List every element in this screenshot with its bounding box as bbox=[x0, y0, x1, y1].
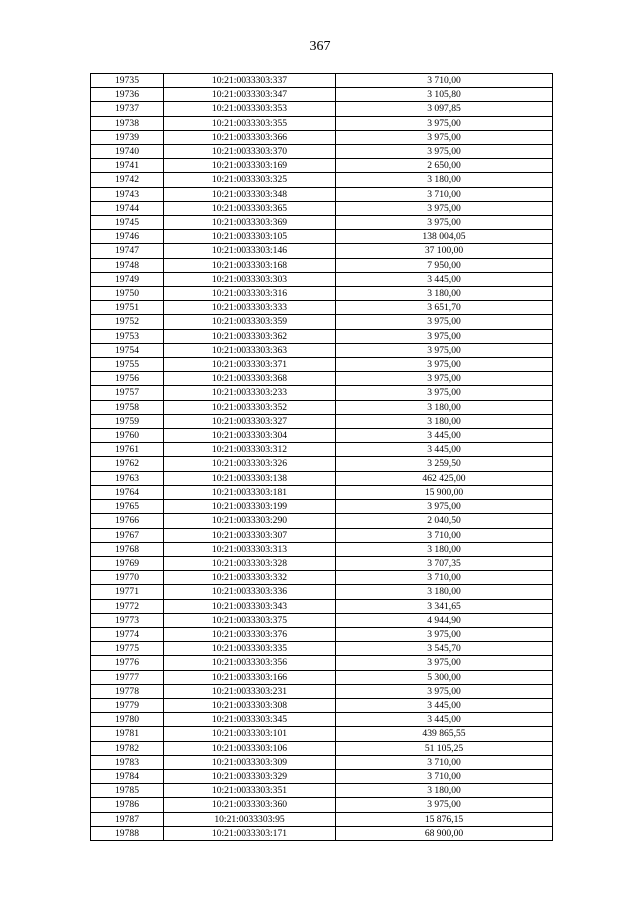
table-row bbox=[91, 272, 553, 286]
value-cell: 3 975,00 bbox=[336, 656, 553, 670]
cadastral-number-cell: 10:21:0033303:335 bbox=[164, 642, 336, 656]
cadastral-number-cell: 10:21:0033303:343 bbox=[164, 599, 336, 613]
value-cell: 3 097,85 bbox=[336, 102, 553, 116]
row-number-cell: 19740 bbox=[91, 145, 164, 159]
cadastral-number-cell: 10:21:0033303:168 bbox=[164, 258, 336, 272]
row-number-cell: 19776 bbox=[91, 656, 164, 670]
row-number-cell: 19736 bbox=[91, 88, 164, 102]
cadastral-number-cell: 10:21:0033303:366 bbox=[164, 130, 336, 144]
cadastral-number-cell: 10:21:0033303:347 bbox=[164, 88, 336, 102]
table-row bbox=[91, 372, 553, 386]
value-cell: 3 445,00 bbox=[336, 272, 553, 286]
row-number-cell: 19774 bbox=[91, 627, 164, 641]
value-cell: 3 445,00 bbox=[336, 429, 553, 443]
row-number-cell: 19772 bbox=[91, 599, 164, 613]
row-number-cell: 19771 bbox=[91, 585, 164, 599]
table-row bbox=[91, 145, 553, 159]
cadastral-number-cell: 10:21:0033303:375 bbox=[164, 613, 336, 627]
table-row bbox=[91, 471, 553, 485]
row-number-cell: 19769 bbox=[91, 556, 164, 570]
table-row bbox=[91, 258, 553, 272]
value-cell: 3 180,00 bbox=[336, 542, 553, 556]
cadastral-number-cell: 10:21:0033303:290 bbox=[164, 514, 336, 528]
value-cell: 3 975,00 bbox=[336, 627, 553, 641]
cadastral-number-cell: 10:21:0033303:101 bbox=[164, 727, 336, 741]
value-cell: 7 950,00 bbox=[336, 258, 553, 272]
row-number-cell: 19750 bbox=[91, 287, 164, 301]
value-cell: 3 975,00 bbox=[336, 329, 553, 343]
row-number-cell: 19768 bbox=[91, 542, 164, 556]
cadastral-number-cell: 10:21:0033303:308 bbox=[164, 698, 336, 712]
row-number-cell: 19756 bbox=[91, 372, 164, 386]
table-row bbox=[91, 414, 553, 428]
value-cell: 3 180,00 bbox=[336, 173, 553, 187]
table-row bbox=[91, 698, 553, 712]
row-number-cell: 19737 bbox=[91, 102, 164, 116]
cadastral-number-cell: 10:21:0033303:369 bbox=[164, 216, 336, 230]
value-cell: 3 975,00 bbox=[336, 798, 553, 812]
row-number-cell: 19760 bbox=[91, 429, 164, 443]
cadastral-number-cell: 10:21:0033303:303 bbox=[164, 272, 336, 286]
value-cell: 4 944,90 bbox=[336, 613, 553, 627]
row-number-cell: 19755 bbox=[91, 358, 164, 372]
cadastral-number-cell: 10:21:0033303:351 bbox=[164, 784, 336, 798]
row-number-cell: 19767 bbox=[91, 528, 164, 542]
cadastral-number-cell: 10:21:0033303:345 bbox=[164, 713, 336, 727]
table-row bbox=[91, 670, 553, 684]
value-cell: 3 651,70 bbox=[336, 301, 553, 315]
cadastral-number-cell: 10:21:0033303:95 bbox=[164, 812, 336, 826]
cadastral-number-cell: 10:21:0033303:353 bbox=[164, 102, 336, 116]
value-cell: 3 710,00 bbox=[336, 187, 553, 201]
value-cell: 2 040,50 bbox=[336, 514, 553, 528]
row-number-cell: 19780 bbox=[91, 713, 164, 727]
value-cell: 3 975,00 bbox=[336, 116, 553, 130]
cadastral-number-cell: 10:21:0033303:370 bbox=[164, 145, 336, 159]
row-number-cell: 19765 bbox=[91, 500, 164, 514]
row-number-cell: 19781 bbox=[91, 727, 164, 741]
row-number-cell: 19744 bbox=[91, 201, 164, 215]
table-row bbox=[91, 798, 553, 812]
value-cell: 5 300,00 bbox=[336, 670, 553, 684]
cadastral-number-cell: 10:21:0033303:371 bbox=[164, 358, 336, 372]
table-row bbox=[91, 599, 553, 613]
value-cell: 3 975,00 bbox=[336, 500, 553, 514]
cadastral-number-cell: 10:21:0033303:363 bbox=[164, 343, 336, 357]
cadastral-number-cell: 10:21:0033303:166 bbox=[164, 670, 336, 684]
value-cell: 3 975,00 bbox=[336, 358, 553, 372]
table-row bbox=[91, 485, 553, 499]
table-row bbox=[91, 585, 553, 599]
cadastral-number-cell: 10:21:0033303:326 bbox=[164, 457, 336, 471]
row-number-cell: 19752 bbox=[91, 315, 164, 329]
table-row bbox=[91, 514, 553, 528]
row-number-cell: 19748 bbox=[91, 258, 164, 272]
table-row bbox=[91, 457, 553, 471]
value-cell: 68 900,00 bbox=[336, 826, 553, 840]
value-cell: 3 710,00 bbox=[336, 571, 553, 585]
page-number: 367 bbox=[309, 39, 331, 54]
table-body bbox=[91, 74, 553, 841]
table-row bbox=[91, 173, 553, 187]
row-number-cell: 19784 bbox=[91, 769, 164, 783]
value-cell: 3 105,80 bbox=[336, 88, 553, 102]
cadastral-number-cell: 10:21:0033303:327 bbox=[164, 414, 336, 428]
value-cell: 3 975,00 bbox=[336, 372, 553, 386]
row-number-cell: 19753 bbox=[91, 329, 164, 343]
table-row bbox=[91, 88, 553, 102]
table-row bbox=[91, 187, 553, 201]
row-number-cell: 19766 bbox=[91, 514, 164, 528]
value-cell: 3 707,35 bbox=[336, 556, 553, 570]
table-row bbox=[91, 656, 553, 670]
table-row bbox=[91, 784, 553, 798]
cadastral-number-cell: 10:21:0033303:312 bbox=[164, 443, 336, 457]
row-number-cell: 19762 bbox=[91, 457, 164, 471]
value-cell: 3 710,00 bbox=[336, 755, 553, 769]
row-number-cell: 19749 bbox=[91, 272, 164, 286]
cadastral-number-cell: 10:21:0033303:333 bbox=[164, 301, 336, 315]
value-cell: 3 975,00 bbox=[336, 315, 553, 329]
table-row bbox=[91, 315, 553, 329]
table-row bbox=[91, 201, 553, 215]
cadastral-number-cell: 10:21:0033303:332 bbox=[164, 571, 336, 585]
value-cell: 3 975,00 bbox=[336, 386, 553, 400]
value-cell: 15 876,15 bbox=[336, 812, 553, 826]
table-row bbox=[91, 727, 553, 741]
table-row bbox=[91, 216, 553, 230]
row-number-cell: 19770 bbox=[91, 571, 164, 585]
table-row bbox=[91, 343, 553, 357]
row-number-cell: 19758 bbox=[91, 400, 164, 414]
value-cell: 3 975,00 bbox=[336, 216, 553, 230]
value-cell: 51 105,25 bbox=[336, 741, 553, 755]
value-cell: 3 975,00 bbox=[336, 130, 553, 144]
value-cell: 3 545,70 bbox=[336, 642, 553, 656]
row-number-cell: 19764 bbox=[91, 485, 164, 499]
cadastral-number-cell: 10:21:0033303:336 bbox=[164, 585, 336, 599]
table-row bbox=[91, 329, 553, 343]
table-row bbox=[91, 130, 553, 144]
cadastral-number-cell: 10:21:0033303:138 bbox=[164, 471, 336, 485]
row-number-cell: 19783 bbox=[91, 755, 164, 769]
table-row bbox=[91, 826, 553, 840]
cadastral-number-cell: 10:21:0033303:106 bbox=[164, 741, 336, 755]
row-number-cell: 19754 bbox=[91, 343, 164, 357]
cadastral-number-cell: 10:21:0033303:329 bbox=[164, 769, 336, 783]
cadastral-number-cell: 10:21:0033303:181 bbox=[164, 485, 336, 499]
table-row bbox=[91, 627, 553, 641]
value-cell: 138 004,05 bbox=[336, 230, 553, 244]
cadastral-number-cell: 10:21:0033303:146 bbox=[164, 244, 336, 258]
row-number-cell: 19759 bbox=[91, 414, 164, 428]
row-number-cell: 19777 bbox=[91, 670, 164, 684]
table-row bbox=[91, 287, 553, 301]
value-cell: 3 710,00 bbox=[336, 769, 553, 783]
cadastral-number-cell: 10:21:0033303:356 bbox=[164, 656, 336, 670]
row-number-cell: 19782 bbox=[91, 741, 164, 755]
table-row bbox=[91, 769, 553, 783]
cadastral-number-cell: 10:21:0033303:304 bbox=[164, 429, 336, 443]
row-number-cell: 19738 bbox=[91, 116, 164, 130]
cadastral-number-cell: 10:21:0033303:360 bbox=[164, 798, 336, 812]
table-row bbox=[91, 74, 553, 88]
table-row bbox=[91, 613, 553, 627]
cadastral-number-cell: 10:21:0033303:199 bbox=[164, 500, 336, 514]
table-row bbox=[91, 443, 553, 457]
value-cell: 439 865,55 bbox=[336, 727, 553, 741]
value-cell: 37 100,00 bbox=[336, 244, 553, 258]
value-cell: 3 975,00 bbox=[336, 145, 553, 159]
table-row bbox=[91, 386, 553, 400]
table-row bbox=[91, 159, 553, 173]
value-cell: 3 975,00 bbox=[336, 343, 553, 357]
row-number-cell: 19787 bbox=[91, 812, 164, 826]
table-row bbox=[91, 812, 553, 826]
row-number-cell: 19735 bbox=[91, 74, 164, 88]
value-cell: 462 425,00 bbox=[336, 471, 553, 485]
cadastral-number-cell: 10:21:0033303:169 bbox=[164, 159, 336, 173]
table-row bbox=[91, 116, 553, 130]
cadastral-number-cell: 10:21:0033303:328 bbox=[164, 556, 336, 570]
value-cell: 3 445,00 bbox=[336, 713, 553, 727]
table-row bbox=[91, 642, 553, 656]
cadastral-number-cell: 10:21:0033303:105 bbox=[164, 230, 336, 244]
row-number-cell: 19763 bbox=[91, 471, 164, 485]
table-row bbox=[91, 500, 553, 514]
table-row bbox=[91, 755, 553, 769]
row-number-cell: 19775 bbox=[91, 642, 164, 656]
table-row bbox=[91, 713, 553, 727]
table-row bbox=[91, 301, 553, 315]
cadastral-number-cell: 10:21:0033303:359 bbox=[164, 315, 336, 329]
cadastral-number-cell: 10:21:0033303:313 bbox=[164, 542, 336, 556]
table-row bbox=[91, 741, 553, 755]
cadastral-number-cell: 10:21:0033303:325 bbox=[164, 173, 336, 187]
table-row bbox=[91, 571, 553, 585]
row-number-cell: 19745 bbox=[91, 216, 164, 230]
table-row bbox=[91, 542, 553, 556]
value-cell: 3 180,00 bbox=[336, 414, 553, 428]
table-row bbox=[91, 400, 553, 414]
row-number-cell: 19761 bbox=[91, 443, 164, 457]
row-number-cell: 19778 bbox=[91, 684, 164, 698]
row-number-cell: 19785 bbox=[91, 784, 164, 798]
row-number-cell: 19743 bbox=[91, 187, 164, 201]
value-cell: 3 180,00 bbox=[336, 400, 553, 414]
row-number-cell: 19741 bbox=[91, 159, 164, 173]
table-row bbox=[91, 102, 553, 116]
value-cell: 3 180,00 bbox=[336, 287, 553, 301]
row-number-cell: 19779 bbox=[91, 698, 164, 712]
table-row bbox=[91, 244, 553, 258]
cadastral-value-table bbox=[90, 73, 553, 841]
cadastral-number-cell: 10:21:0033303:365 bbox=[164, 201, 336, 215]
cadastral-number-cell: 10:21:0033303:231 bbox=[164, 684, 336, 698]
value-cell: 3 259,50 bbox=[336, 457, 553, 471]
row-number-cell: 19788 bbox=[91, 826, 164, 840]
table-row bbox=[91, 230, 553, 244]
value-cell: 3 445,00 bbox=[336, 698, 553, 712]
value-cell: 3 180,00 bbox=[336, 784, 553, 798]
value-cell: 3 341,65 bbox=[336, 599, 553, 613]
table-row bbox=[91, 358, 553, 372]
cadastral-number-cell: 10:21:0033303:337 bbox=[164, 74, 336, 88]
table-row bbox=[91, 684, 553, 698]
cadastral-number-cell: 10:21:0033303:362 bbox=[164, 329, 336, 343]
table-row bbox=[91, 528, 553, 542]
value-cell: 3 180,00 bbox=[336, 585, 553, 599]
value-cell: 3 710,00 bbox=[336, 74, 553, 88]
row-number-cell: 19746 bbox=[91, 230, 164, 244]
value-cell: 3 445,00 bbox=[336, 443, 553, 457]
row-number-cell: 19739 bbox=[91, 130, 164, 144]
cadastral-number-cell: 10:21:0033303:309 bbox=[164, 755, 336, 769]
cadastral-number-cell: 10:21:0033303:316 bbox=[164, 287, 336, 301]
cadastral-number-cell: 10:21:0033303:352 bbox=[164, 400, 336, 414]
row-number-cell: 19757 bbox=[91, 386, 164, 400]
row-number-cell: 19786 bbox=[91, 798, 164, 812]
row-number-cell: 19742 bbox=[91, 173, 164, 187]
cadastral-number-cell: 10:21:0033303:376 bbox=[164, 627, 336, 641]
value-cell: 3 975,00 bbox=[336, 684, 553, 698]
cadastral-number-cell: 10:21:0033303:348 bbox=[164, 187, 336, 201]
table-row bbox=[91, 429, 553, 443]
value-cell: 3 710,00 bbox=[336, 528, 553, 542]
row-number-cell: 19747 bbox=[91, 244, 164, 258]
cadastral-number-cell: 10:21:0033303:368 bbox=[164, 372, 336, 386]
cadastral-number-cell: 10:21:0033303:171 bbox=[164, 826, 336, 840]
row-number-cell: 19751 bbox=[91, 301, 164, 315]
value-cell: 15 900,00 bbox=[336, 485, 553, 499]
value-cell: 2 650,00 bbox=[336, 159, 553, 173]
row-number-cell: 19773 bbox=[91, 613, 164, 627]
table-row bbox=[91, 556, 553, 570]
cadastral-number-cell: 10:21:0033303:233 bbox=[164, 386, 336, 400]
cadastral-number-cell: 10:21:0033303:355 bbox=[164, 116, 336, 130]
cadastral-number-cell: 10:21:0033303:307 bbox=[164, 528, 336, 542]
value-cell: 3 975,00 bbox=[336, 201, 553, 215]
